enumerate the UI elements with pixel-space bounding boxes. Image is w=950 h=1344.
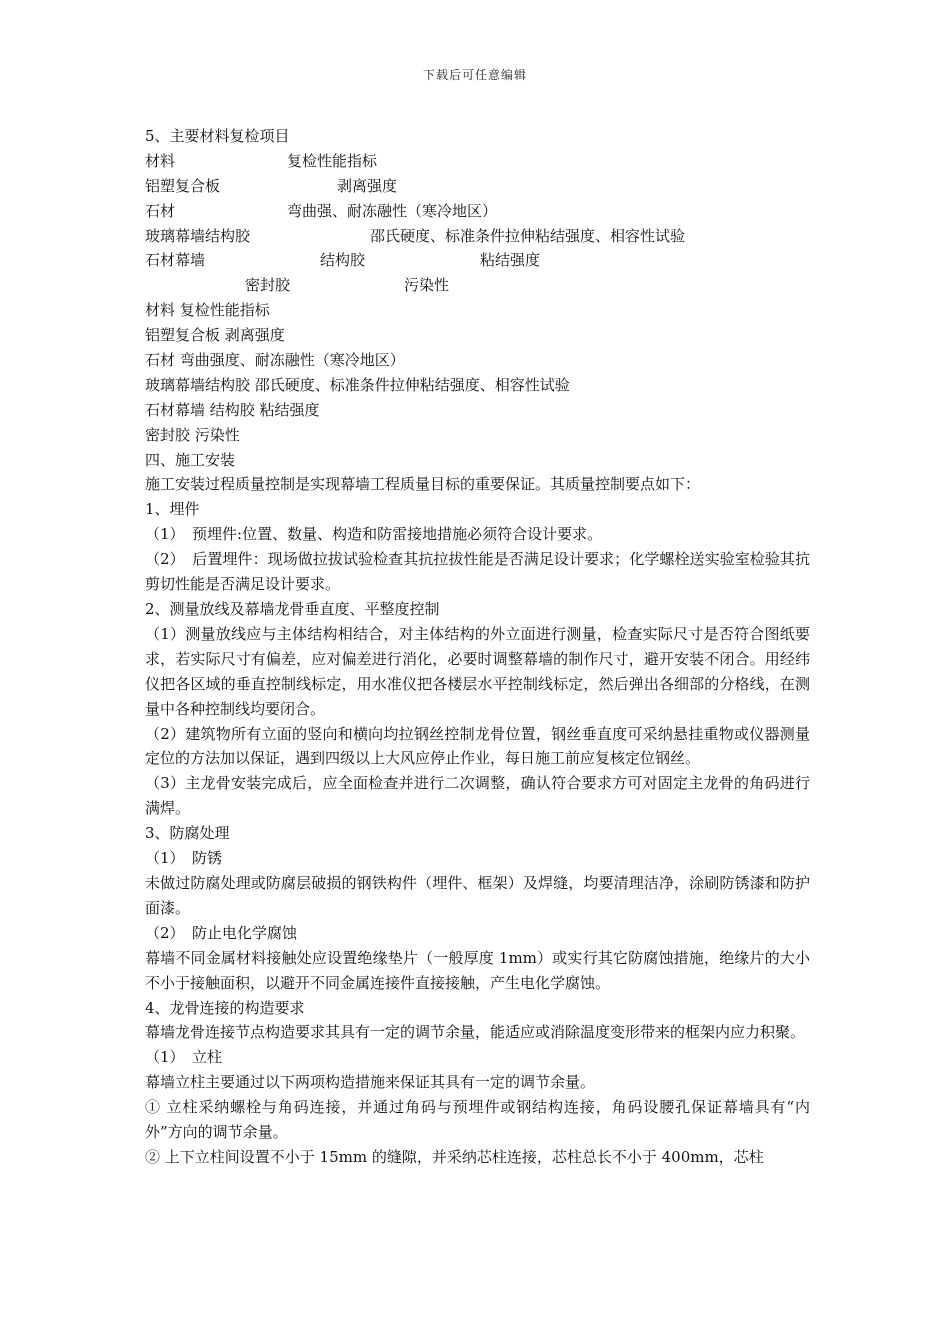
list-item: （3）主龙骨安装完成后，应全面检查并进行二次调整，确认符合要求方可对固定主龙骨的角码进行满焊。	[145, 774, 810, 818]
section-heading: 四、施工安装	[145, 450, 236, 469]
table-cell: 材料	[145, 151, 176, 170]
subsection-heading: 2、测量放线及幕墙龙骨垂直度、平整度控制	[145, 600, 440, 619]
paragraph: 幕墙不同金属材料接触处应设置绝缘垫片（一般厚度 1mm）或实行其它防腐蚀措施，绝缘片的大小不小于接触面积，以避开不同金属连接件直接接触，产生电化学腐蚀。	[145, 948, 810, 992]
table-cell: 石材	[145, 201, 176, 220]
table-b-row: 石材 弯曲强度、耐冻融性（寒冷地区）	[145, 351, 405, 370]
table-a-row	[145, 224, 810, 249]
table-cell: 粘结强度	[480, 251, 541, 270]
paragraph: 未做过防腐处理或防腐层破损的钢铁构件（埋件、框架）及焊缝，均要清理洁净，涂刷防锈漆和防护面漆。	[145, 873, 810, 917]
table-a-row	[145, 199, 810, 224]
table-cell: 邵氏硬度、标准条件拉伸粘结强度、相容性试验	[370, 226, 686, 245]
table-cell: 铝塑复合板	[145, 176, 221, 195]
table-cell: 污染性	[404, 276, 450, 295]
list-item: ② 上下立柱间设置不小于 15mm 的缝隙，并采纳芯柱连接，芯柱总长不小于 400mm，芯柱	[145, 1147, 764, 1166]
subsection-heading: 4、龙骨连接的构造要求	[145, 998, 305, 1017]
table-cell: 密封胶	[245, 276, 291, 295]
paragraph: 幕墙立柱主要通过以下两项构造措施来保证其具有一定的调节余量。	[145, 1073, 596, 1092]
list-item: ① 立柱采纳螺栓与角码连接，并通过角码与预埋件或钢结构连接，角码设腰孔保证幕墙具有“内外”方向的调节余量。	[145, 1098, 810, 1142]
table-b-row: 玻璃幕墙结构胶 邵氏硬度、标准条件拉伸粘结强度、相容性试验	[145, 375, 570, 394]
table-cell: 复检性能指标	[287, 151, 378, 170]
table-b-row: 铝塑复合板 剥离强度	[145, 326, 285, 345]
subsection-heading: 1、埋件	[145, 500, 200, 519]
table-b-row: 石材幕墙 结构胶 粘结强度	[145, 400, 320, 419]
table-cell: 石材幕墙	[145, 251, 206, 270]
list-item: （1） 预埋件:位置、数量、构造和防雷接地措施必须符合设计要求。	[145, 525, 603, 544]
paragraph: 幕墙龙骨连接节点构造要求其具有一定的调节余量，能适应或消除温度变形带来的框架内应力积聚。	[145, 1023, 806, 1042]
list-item: （1） 防锈	[145, 849, 223, 868]
table-cell: 剥离强度	[337, 176, 398, 195]
table-cell: 弯曲强、耐冻融性（寒冷地区）	[287, 201, 498, 220]
table-a-row	[145, 273, 810, 298]
section-title: 5、主要材料复检项目	[145, 127, 290, 145]
table-a-row	[145, 248, 810, 273]
table-b-row: 密封胶 污染性	[145, 425, 240, 444]
list-item: （2） 后置埋件：现场做拉拔试验检查其抗拉拔性能是否满足设计要求；化学螺栓送实验室检验其抗剪切性能是否满足设计要求。	[145, 550, 810, 594]
list-item: （1） 立柱	[145, 1048, 223, 1067]
list-item: （1）测量放线应与主体结构相结合，对主体结构的外立面进行测量，检查实际尺寸是否符合图纸要求，若实际尺寸有偏差，应对偏差进行消化，必要时调整幕墙的制作尺寸，避开安装不闭合。用经纬仪把各区域的垂直控制线标定，用水准仪把各楼层水平控制线标定，然后弹出各细部的分格线，在测量中各种控制线均要闭合。	[145, 624, 810, 718]
document-body	[145, 124, 810, 1170]
table-b-row: 材料 复检性能指标	[145, 301, 270, 320]
list-item: （2） 防止电化学腐蚀	[145, 923, 298, 942]
subsection-heading: 3、防腐处理	[145, 824, 230, 843]
list-item: （2）建筑物所有立面的竖向和横向均拉钢丝控制龙骨位置，钢丝垂直度可采纳悬挂重物或仪器测量定位的方法加以保证，遇到四级以上大风应停止作业，每日施工前应复核定位钢丝。	[145, 724, 810, 768]
page-header: 下载后可任意编辑	[422, 68, 527, 82]
table-cell: 玻璃幕墙结构胶	[145, 226, 251, 245]
table-cell: 结构胶	[320, 251, 366, 270]
paragraph: 施工安装过程质量控制是实现幕墙工程质量目标的重要保证。其质量控制要点如下：	[145, 475, 701, 494]
table-a-header-row	[145, 149, 810, 174]
table-a-row	[145, 174, 810, 199]
